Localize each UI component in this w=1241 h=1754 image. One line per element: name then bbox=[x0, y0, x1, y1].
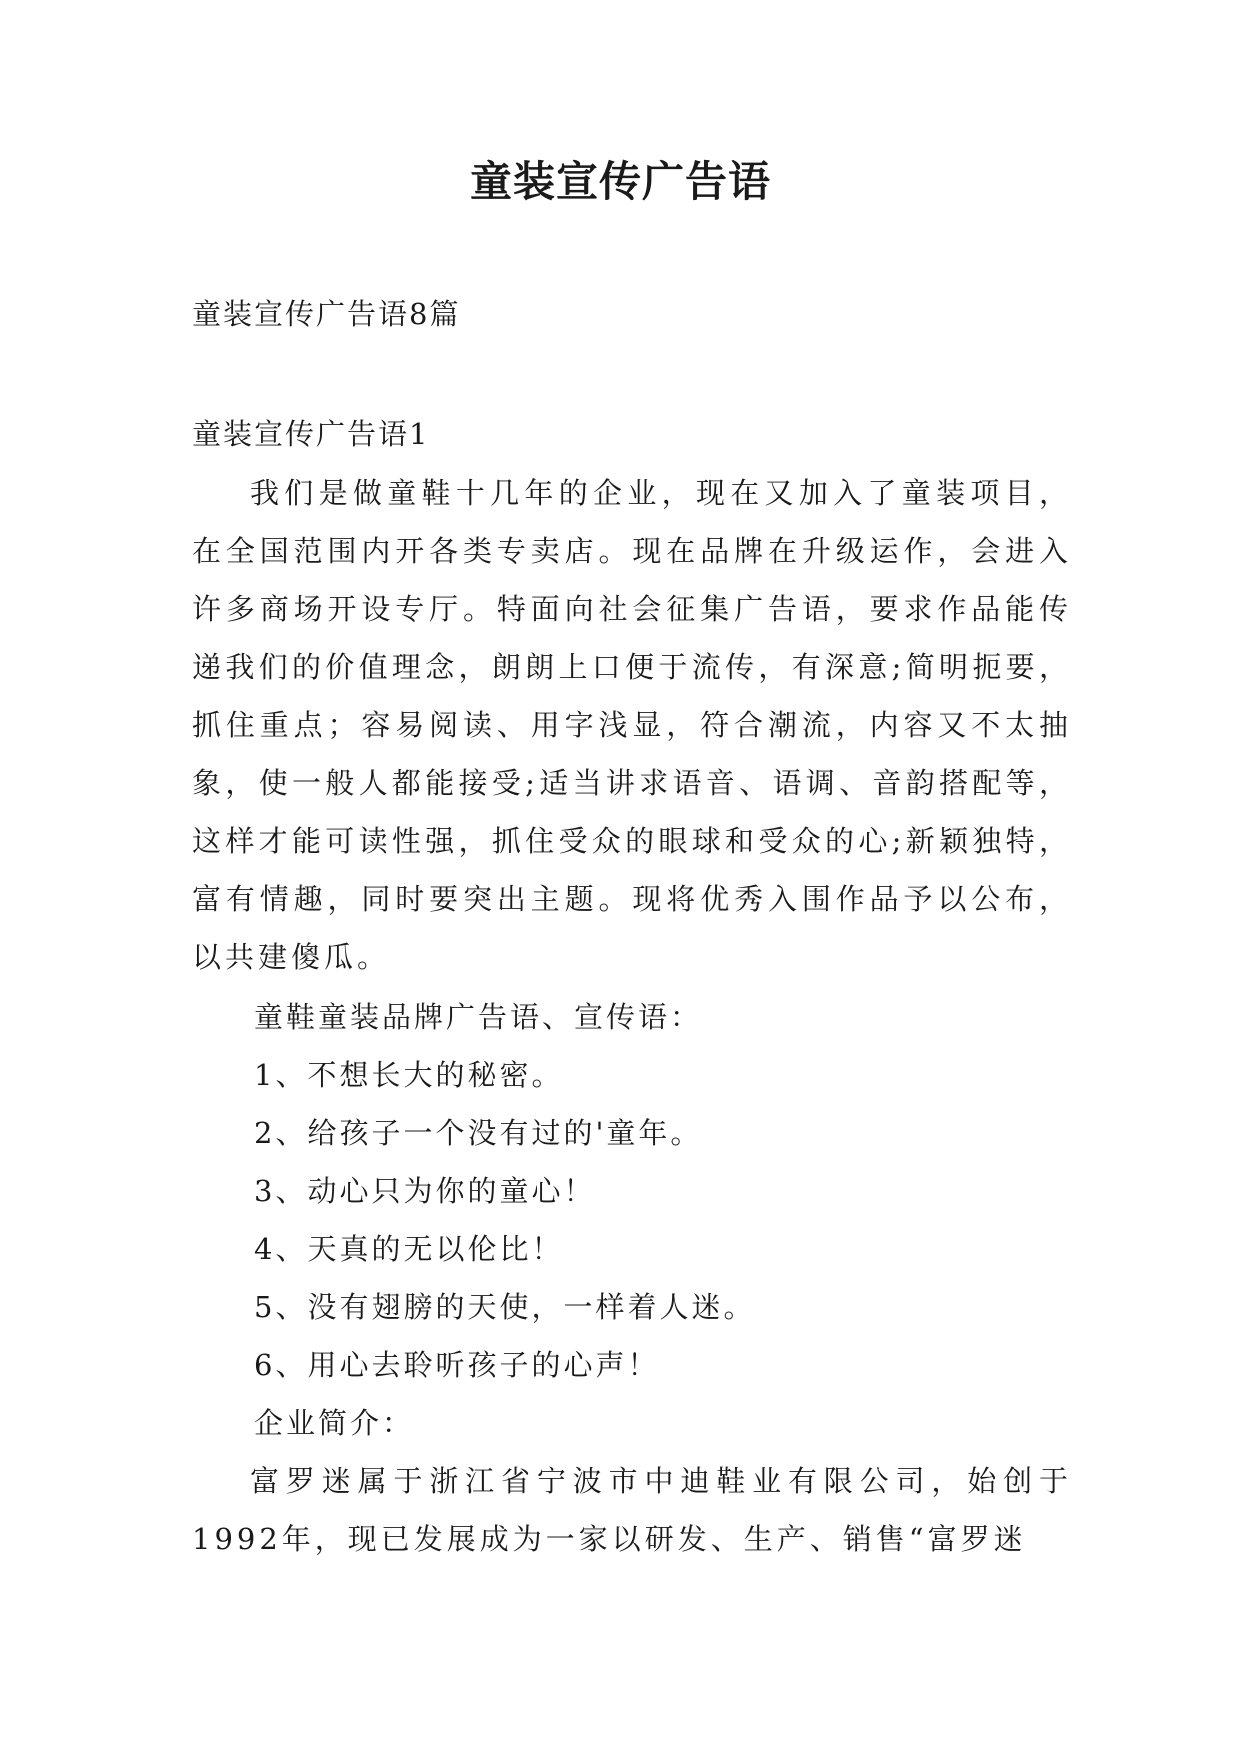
list-item: 6、用心去聆听孩子的心声！ bbox=[254, 1348, 660, 1382]
document-subtitle: 童装宣传广告语8篇 bbox=[192, 297, 461, 331]
document-title: 童装宣传广告语 bbox=[469, 157, 771, 206]
intro-text bbox=[192, 1452, 1072, 1568]
body-text bbox=[192, 464, 1072, 986]
slogan-list bbox=[254, 1046, 755, 1394]
slogan-list-heading: 童鞋童装品牌广告语、宣传语： bbox=[254, 1000, 703, 1034]
list-item: 3、动心只为你的童心！ bbox=[254, 1174, 596, 1208]
paragraph: 我们是做童鞋十几年的企业，现在又加入了童装项目，在全国范围内开各类专卖店。现在品牌在升级运作，会进入许多商场开设专厅。特面向社会征集广告语，要求作品能传递我们的价值理念，朗朗上口便于流传，有深意;简明扼要，抓住重点；容易阅读、用字浅显，符合潮流，内容又不太抽象，使一般人都能接受;适当讲求语音、语调、音韵搭配等，这样才能可读性强，抓住受众的眼球和受众的心;新颖独特，富有情趣，同时要突出主题。现将优秀入围作品予以公布，以共建傻瓜。 bbox=[192, 476, 1072, 974]
section-title: 童装宣传广告语1 bbox=[192, 417, 430, 451]
list-item: 1、不想长大的秘密。 bbox=[254, 1058, 564, 1092]
list-item: 2、给孩子一个没有过的'童年。 bbox=[254, 1116, 703, 1150]
paragraph: 富罗迷属于浙江省宁波市中迪鞋业有限公司，始创于1992年，现已发展成为一家以研发、生产、销售“富罗迷 bbox=[192, 1464, 1072, 1556]
list-item: 5、没有翅膀的天使，一样着人迷。 bbox=[254, 1290, 756, 1324]
list-item: 4、天真的无以伦比！ bbox=[254, 1232, 564, 1266]
intro-heading: 企业简介： bbox=[254, 1406, 415, 1440]
